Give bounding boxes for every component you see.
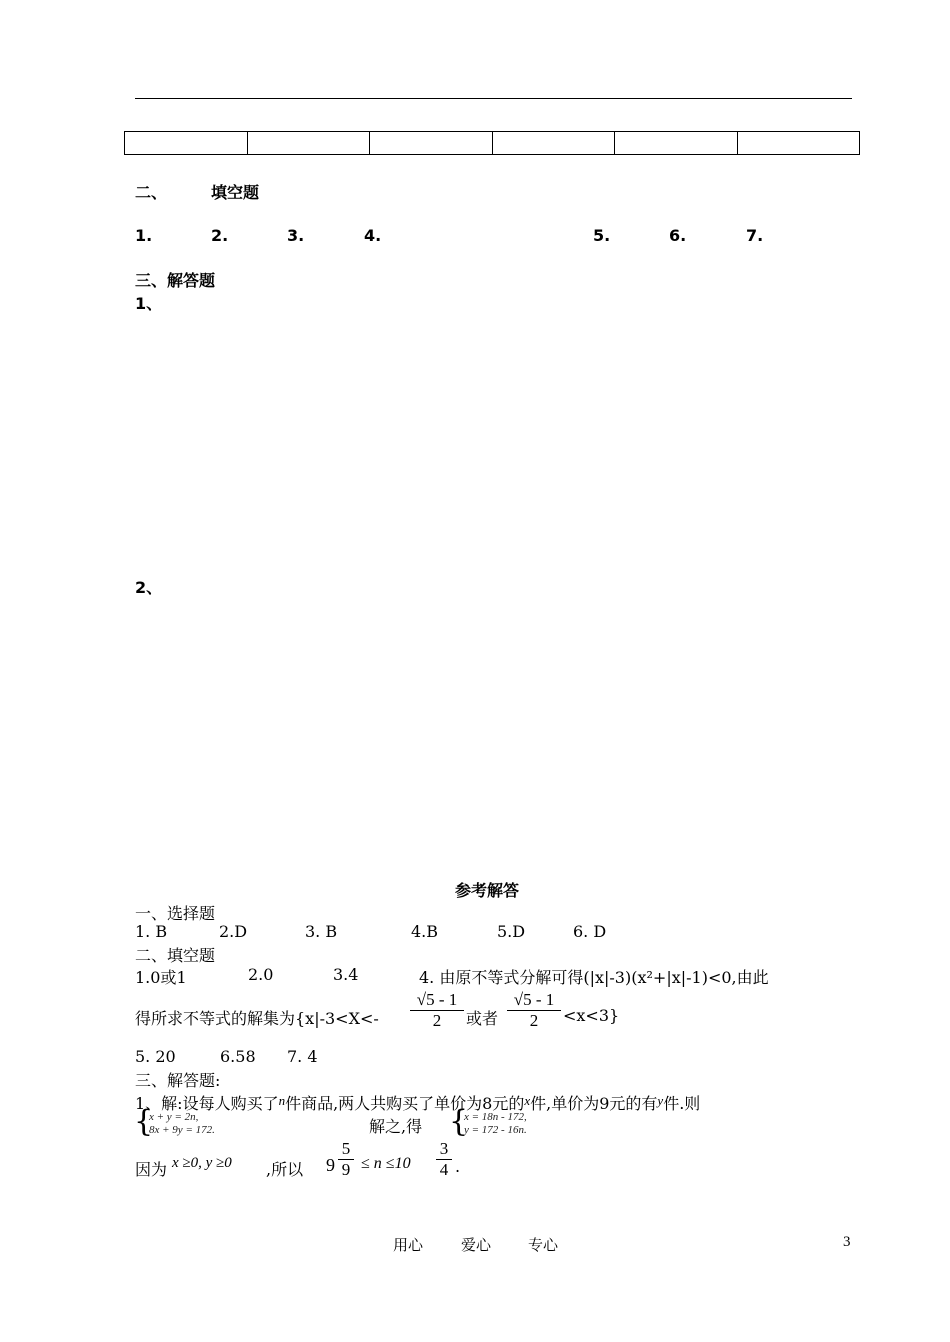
fraction-numerator: √5 - 1 [416, 990, 458, 1009]
fill-answer-7: 7. 4 [287, 1047, 318, 1066]
fill-answer-3: 3.4 [333, 965, 359, 984]
end-dot: . [455, 1157, 461, 1176]
answer-cell[interactable] [370, 132, 493, 155]
solve-word: 解之,得 [369, 1117, 423, 1136]
header-rule [135, 98, 852, 99]
choice-answer-5: 5.D [497, 922, 526, 941]
fill-answer-5: 5. 20 [135, 1047, 176, 1066]
choice-answer-6: 6. D [573, 922, 607, 941]
blank-label-6: 6. [669, 226, 687, 245]
equation-system-2-row-2: y = 172 - 16n. [464, 1124, 527, 1136]
fraction-denominator: 2 [432, 1011, 442, 1030]
fraction-denominator: 2 [529, 1011, 539, 1030]
equation-system-1-row-2: 8x + 9y = 172. [149, 1124, 215, 1136]
sqrt-fraction-2 [507, 990, 561, 1031]
reference-title: 参考解答 [455, 881, 520, 900]
answer-cell[interactable] [492, 132, 615, 155]
footer-word-1: 用心 [393, 1236, 424, 1254]
fill-answer-heading: 二、填空题 [135, 946, 216, 965]
choice-answer-3: 3. B [305, 922, 338, 941]
fill-answer-4-or: 或者 [466, 1009, 499, 1028]
fill-answer-6: 6.58 [220, 1047, 256, 1066]
mixed-number-1-whole: 9 [326, 1155, 335, 1175]
answer-grid [124, 131, 860, 155]
variable-n: n [278, 1093, 286, 1108]
fraction-numerator: √5 - 1 [513, 990, 555, 1009]
answer-cell[interactable] [615, 132, 738, 155]
blank-label-4: 4. [364, 226, 382, 245]
sqrt-fraction-1 [410, 990, 464, 1031]
blank-label-1: 1. [135, 226, 153, 245]
variable-y: y [657, 1093, 664, 1108]
blank-label-7: 7. [746, 226, 764, 245]
choice-answer-1: 1. B [135, 922, 168, 941]
solve-item-1: 1、 [135, 294, 163, 313]
fill-answer-4-line2-prefix: 得所求不等式的解集为{x|-3<X<- [135, 1009, 379, 1028]
nonneg-condition: x ≥0, y ≥0 [172, 1155, 232, 1171]
equation-system-2-row-1: x = 18n - 172, [464, 1111, 527, 1123]
solve-text-d: 件.则 [663, 1094, 701, 1113]
solve-answer-heading: 三、解答题: [135, 1071, 221, 1090]
solve-text-c: 件,单价为9元的有 [530, 1094, 658, 1113]
mixed-number-1-fraction [338, 1139, 354, 1180]
so-word: ,所以 [266, 1160, 304, 1179]
solve-text-a: 1、解:设每人购买了 [135, 1094, 279, 1113]
answer-cell[interactable] [737, 132, 860, 155]
mixed-number-2-fraction [436, 1139, 452, 1180]
choice-answer-2: 2.D [219, 922, 248, 941]
solve-text-b: 件商品,两人共购买了单价为8元的 [285, 1094, 525, 1113]
fill-answer-1: 1.0或1 [135, 968, 187, 987]
inequality-middle: ≤ n ≤10 [361, 1155, 411, 1172]
fraction-numerator: 3 [439, 1139, 449, 1158]
fraction-denominator: 9 [341, 1160, 351, 1179]
fraction-denominator: 4 [439, 1160, 449, 1179]
fill-heading-text: 填空题 [211, 183, 260, 202]
fill-answer-4-text: 4. 由原不等式分解可得(|x|-3)(x²+|x|-1)<0,由此 [419, 968, 769, 987]
because-word: 因为 [135, 1160, 168, 1179]
choice-answer-4: 4.B [411, 922, 439, 941]
page-number: 3 [843, 1234, 851, 1250]
footer-word-3: 专心 [528, 1236, 559, 1254]
solve-answer-1-line1 [135, 1091, 700, 1114]
footer-word-2: 爱心 [461, 1236, 492, 1254]
fill-answer-2: 2.0 [248, 965, 274, 984]
solve-item-2: 2、 [135, 578, 163, 597]
fraction-numerator: 5 [341, 1139, 351, 1158]
choice-heading: 一、选择题 [135, 904, 216, 923]
system-brace-1: { [134, 1104, 154, 1139]
fill-answer-4-suffix: <x<3} [563, 1006, 620, 1025]
blank-label-3: 3. [287, 226, 305, 245]
blank-label-2: 2. [211, 226, 229, 245]
variable-x: x [524, 1093, 531, 1108]
fill-heading-number: 二、 [135, 183, 168, 202]
equation-system-1-row-1: x + y = 2n, [149, 1111, 199, 1123]
blank-label-5: 5. [593, 226, 611, 245]
system-brace-2: { [449, 1104, 469, 1139]
solve-heading: 三、解答题 [135, 271, 216, 290]
answer-cell[interactable] [247, 132, 370, 155]
answer-cell[interactable] [125, 132, 248, 155]
